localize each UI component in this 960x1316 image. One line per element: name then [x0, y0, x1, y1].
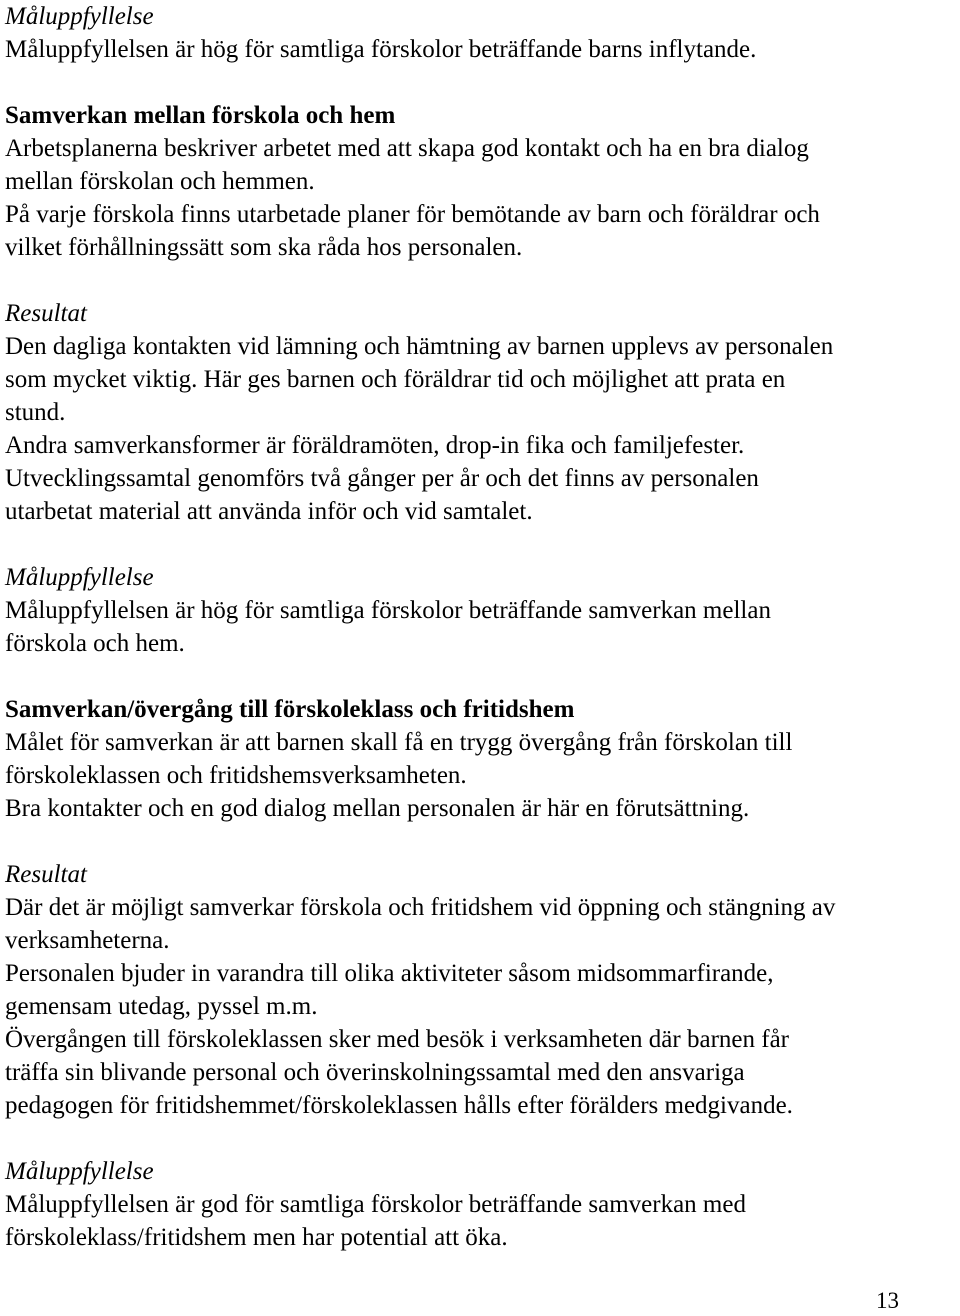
- paragraph-line: pedagogen för fritidshemmet/förskoleklassen hålls efter förälders medgivande.: [5, 1092, 793, 1119]
- page-number: 13: [876, 1288, 899, 1313]
- paragraph-line: vilket förhållningssätt som ska råda hos personalen.: [5, 234, 523, 261]
- paragraph-line: verksamheterna.: [5, 927, 170, 954]
- paragraph-line: utarbetat material att använda inför och vid samtalet.: [5, 498, 533, 525]
- paragraph-line: Personalen bjuder in varandra till olika aktiviteter såsom midsommarfirande,: [5, 960, 774, 987]
- subheading-resultat: Resultat: [5, 300, 87, 327]
- paragraph-line: På varje förskola finns utarbetade planer för bemötande av barn och föräldrar och: [5, 201, 820, 228]
- paragraph-spacer: [5, 825, 957, 858]
- paragraph-line: som mycket viktig. Här ges barnen och föräldrar tid och möjlighet att prata en: [5, 366, 786, 393]
- section-maluppfyllelse-forskoleklass: [5, 1155, 957, 1254]
- paragraph-line: förskoleklass/fritidshem men har potential att öka.: [5, 1224, 508, 1251]
- paragraph-line: Där det är möjligt samverkar förskola och fritidshem vid öppning och stängning av: [5, 894, 836, 921]
- subheading-maluppfyllelse: Måluppfyllelse: [5, 3, 154, 30]
- paragraph-line: Övergången till förskoleklassen sker med besök i verksamheten där barnen får: [5, 1026, 789, 1053]
- section-heading: Samverkan mellan förskola och hem: [5, 102, 396, 129]
- paragraph-line: mellan förskolan och hemmen.: [5, 168, 315, 195]
- subheading-maluppfyllelse: Måluppfyllelse: [5, 1158, 154, 1185]
- section-samverkan-hem: [5, 99, 957, 264]
- paragraph-line: Måluppfyllelsen är hög för samtliga förskolor beträffande barns inflytande.: [5, 36, 757, 63]
- paragraph-line: Utvecklingssamtal genomförs två gånger per år och det finns av personalen: [5, 465, 759, 492]
- paragraph-spacer: [5, 66, 957, 99]
- subheading-maluppfyllelse: Måluppfyllelse: [5, 564, 154, 591]
- paragraph-line: Andra samverkansformer är föräldramöten, drop-in fika och familjefester.: [5, 432, 745, 459]
- paragraph-line: Måluppfyllelsen är god för samtliga förskolor beträffande samverkan med: [5, 1191, 746, 1218]
- paragraph-spacer: [5, 528, 957, 561]
- paragraph-line: träffa sin blivande personal och överinskolningssamtal med den ansvariga: [5, 1059, 745, 1086]
- section-resultat-hem: [5, 297, 957, 528]
- paragraph-line: Måluppfyllelsen är hög för samtliga förskolor beträffande samverkan mellan: [5, 597, 771, 624]
- subheading-resultat: Resultat: [5, 861, 87, 888]
- paragraph-line: Arbetsplanerna beskriver arbetet med att skapa god kontakt och ha en bra dialog: [5, 135, 809, 162]
- paragraph-spacer: [5, 264, 957, 297]
- paragraph-line: stund.: [5, 399, 66, 426]
- paragraph-line: Målet för samverkan är att barnen skall få en trygg övergång från förskolan till: [5, 729, 793, 756]
- paragraph-line: Den dagliga kontakten vid lämning och hämtning av barnen upplevs av personalen: [5, 333, 834, 360]
- paragraph-line: gemensam utedag, pyssel m.m.: [5, 993, 318, 1020]
- section-samverkan-forskoleklass: [5, 693, 957, 825]
- paragraph-spacer: [5, 1122, 957, 1155]
- section-heading: Samverkan/övergång till förskoleklass och fritidshem: [5, 696, 575, 723]
- section-resultat-forskoleklass: [5, 858, 957, 1122]
- paragraph-line: förskoleklassen och fritidshemsverksamheten.: [5, 762, 467, 789]
- paragraph-spacer: [5, 660, 957, 693]
- paragraph-line: förskola och hem.: [5, 630, 185, 657]
- document-page: [5, 0, 957, 1254]
- section-maluppfyllelse-inflytande: [5, 0, 957, 66]
- paragraph-line: Bra kontakter och en god dialog mellan personalen är här en förutsättning.: [5, 795, 750, 822]
- section-maluppfyllelse-hem: [5, 561, 957, 660]
